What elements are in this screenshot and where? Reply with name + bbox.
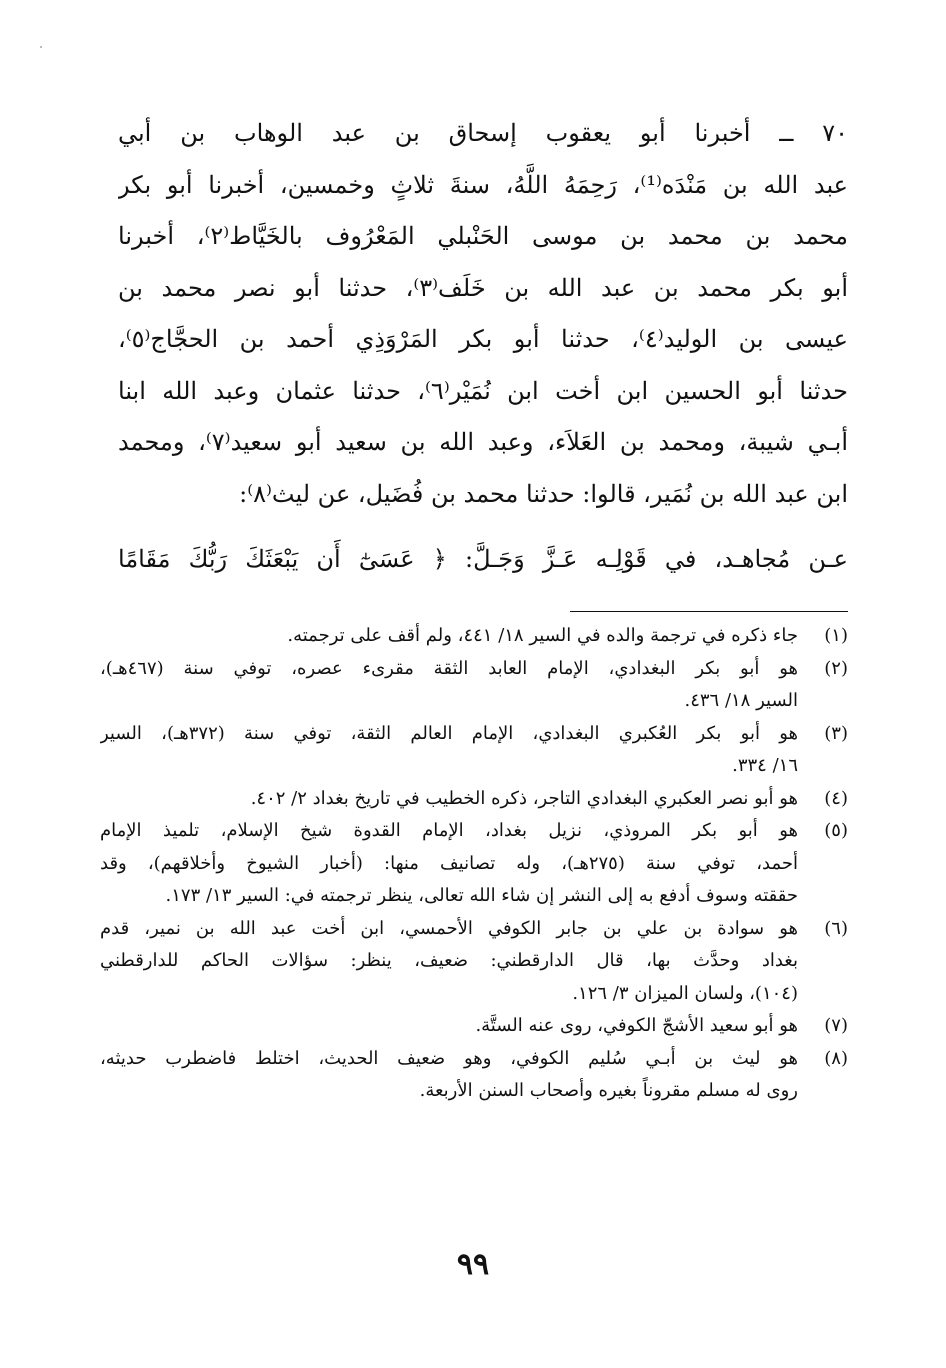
main-text-line: ٧٠ ــ أخبرنا أبو يعقوب إسحاق بن عبد الوهاب بن أبي (118, 119, 848, 147)
footnote (100, 815, 848, 913)
footnote-line: (١٠٤)، ولسان الميزان ٣/ ١٢٦. (572, 982, 798, 1004)
footnote-number: (٦) (824, 917, 848, 939)
footnote-line: حققته وسوف أدفع به إلى النشر إن شاء الله تعالى، ينظر ترجمته في: السير ١٣/ ١٧٣. (165, 885, 798, 906)
footnote-number: (١) (824, 625, 848, 646)
footnote (100, 1043, 848, 1108)
footnote-line: هو ليث بن أبـي سُليم الكوفي، وهو ضعيف الحديث، اختلط فاضطرب حديثه، (100, 1047, 798, 1069)
main-text (118, 108, 848, 520)
main-text-line: حدثنا أبو الحسين ابن أخت ابن نُمَيْر⁽٦⁾، حدثنا عثمان وعبد الله ابنا (118, 376, 848, 405)
footnote-line: هو أبو بكر المروذي، نزيل بغداد، الإمام القدوة شيخ الإسلام، تلميذ الإمام (100, 820, 798, 841)
footnote-line: هو أبو بكر العُكبري البغدادي، الإمام العالم الثقة، توفي سنة (٣٧٢هـ)، السير (100, 722, 798, 744)
main-text-line: أبـي شيبة، ومحمد بن العَلاَء، وعبد الله بن سعيد أبو سعيد⁽٧⁾، ومحمد (118, 428, 848, 456)
main-text-line: ابن عبد الله بن نُمَير، قالوا: حدثنا محمد بن فُضَيل، عن ليث⁽٨⁾: (239, 479, 848, 508)
footnote (100, 718, 848, 783)
footnote (100, 653, 848, 718)
footnote (100, 913, 848, 1011)
scan-mark (40, 46, 42, 48)
page-number: ٩٩ (456, 1247, 490, 1282)
footnote-line: هو أبو بكر البغدادي، الإمام العابد الثقة مقرىء عصره، توفي سنة (٤٦٧هـ)، (100, 657, 798, 679)
main-text-line: عيسى بن الوليد⁽٤⁾، حدثنا أبو بكر المَرْوَذِي أحمد بن الحجَّاج⁽٥⁾، (118, 325, 848, 353)
footnote-line: هو أبو نصر العكبري البغدادي التاجر، ذكره الخطيب في تاريخ بغداد ٢/ ٤٠٢. (250, 787, 798, 809)
footnote-line: ١٦/ ٣٣٤. (732, 755, 798, 776)
footnote (100, 783, 848, 816)
footnote-line: هو أبو سعيد الأشجّ الكوفي، روى عنه الستَّة. (475, 1015, 798, 1036)
footnote-divider (570, 611, 848, 612)
footnote (100, 620, 848, 653)
footnote-number: (٥) (824, 820, 848, 841)
footnote-number: (٧) (824, 1015, 848, 1036)
footnote-line: أحمد، توفي سنة (٢٧٥هـ)، وله تصانيف منها: (أخبار الشيوخ وأخلاقهم)، وقد (100, 852, 798, 874)
main-text-line: محمد بن محمد بن موسى الحَنْبلي المَعْرُوف بالخَيَّاط⁽٢⁾، أخبرنا (118, 222, 848, 250)
footnote-line: هو سوادة بن علي بن جابر الكوفي الأحمسي، ابن أخت عبد الله بن نمير، قدم (100, 917, 798, 939)
footnote-line: السير ١٨/ ٤٣٦. (684, 690, 798, 711)
main-text-line: عبد الله بن مَنْدَه⁽¹⁾، رَحِمَهُ اللَّهُ، سنةَ ثلاثٍ وخمسين، أخبرنا أبو بكر (118, 170, 848, 199)
footnote-number: (٢) (824, 657, 848, 679)
footnote-line: روى له مسلم مقروناً بغيره وأصحاب السنن الأربعة. (419, 1080, 798, 1101)
footnote (100, 1010, 848, 1043)
footnote-number: (٣) (824, 722, 848, 744)
footnote-number: (٨) (824, 1047, 848, 1069)
footnote-number: (٤) (824, 787, 848, 809)
footnote-line: جاء ذكره في ترجمة والده في السير ١٨/ ٤٤١، ولم أقف على ترجمته. (287, 625, 798, 646)
footnote-line: بغداد وحدَّث بها، قال الدارقطني: ضعيف، ينظر: سؤالات الحاكم للدارقطني (100, 950, 798, 971)
main-text-line: أبو بكر محمد بن عبد الله بن خَلَف⁽٣⁾، حدثنا أبو نصر محمد بن (118, 273, 848, 302)
quran-quote-line: عـن مُجاهـد، في قَوْلِـه عَـزَّ وَجَـلَّ: ﴿ عَسَىٰٓ أَن يَبْعَثَكَ رَبُّكَ مَقَامًا (118, 545, 848, 573)
footnotes (100, 620, 848, 1108)
